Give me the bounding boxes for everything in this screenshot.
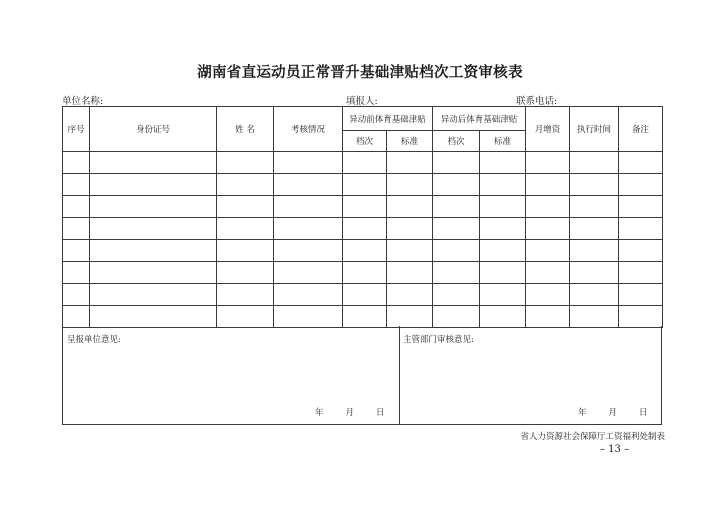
table-cell[interactable] — [387, 284, 433, 306]
table-cell[interactable] — [343, 174, 387, 196]
table-cell[interactable] — [343, 306, 387, 328]
table-cell[interactable] — [387, 152, 433, 174]
table-cell[interactable] — [570, 240, 619, 262]
table-cell[interactable] — [217, 196, 274, 218]
opinion-section — [62, 326, 662, 425]
supervising-dept-date — [578, 406, 648, 418]
table-cell[interactable] — [274, 152, 343, 174]
table-cell[interactable] — [570, 262, 619, 284]
table-row — [63, 306, 663, 328]
table-cell[interactable] — [433, 262, 480, 284]
table-cell[interactable] — [90, 240, 217, 262]
table-cell[interactable] — [526, 240, 570, 262]
table-cell[interactable] — [387, 218, 433, 240]
table-cell[interactable] — [480, 196, 526, 218]
table-cell[interactable] — [217, 240, 274, 262]
table-cell[interactable] — [90, 262, 217, 284]
table-cell[interactable] — [619, 262, 663, 284]
table-cell[interactable] — [526, 174, 570, 196]
header-after-grade: 档次 — [433, 131, 480, 152]
table-cell[interactable] — [570, 174, 619, 196]
table-cell[interactable] — [570, 152, 619, 174]
table-row — [63, 218, 663, 240]
table-cell[interactable] — [433, 240, 480, 262]
table-cell[interactable] — [480, 152, 526, 174]
audit-table — [62, 106, 663, 328]
year-label: 年 — [578, 408, 587, 418]
table-cell[interactable] — [90, 174, 217, 196]
table-cell[interactable] — [480, 306, 526, 328]
table-cell[interactable] — [433, 306, 480, 328]
table-cell[interactable] — [387, 174, 433, 196]
table-cell[interactable] — [63, 240, 90, 262]
table-row — [63, 262, 663, 284]
table-cell[interactable] — [526, 284, 570, 306]
filler-label: 填报人: — [346, 96, 378, 107]
month-label: 月 — [608, 408, 618, 418]
table-cell[interactable] — [526, 196, 570, 218]
table-cell[interactable] — [480, 174, 526, 196]
table-cell[interactable] — [274, 240, 343, 262]
table-cell[interactable] — [63, 306, 90, 328]
table-row — [63, 174, 663, 196]
table-cell[interactable] — [90, 284, 217, 306]
submitting-unit-opinion-label: 呈报单位意见: — [67, 335, 121, 345]
header-after-standard: 标准 — [480, 131, 526, 152]
table-cell[interactable] — [619, 196, 663, 218]
table-cell[interactable] — [570, 306, 619, 328]
table-cell[interactable] — [619, 152, 663, 174]
table-cell[interactable] — [343, 196, 387, 218]
header-name: 姓 名 — [217, 107, 274, 152]
table-cell[interactable] — [619, 240, 663, 262]
table-cell[interactable] — [217, 218, 274, 240]
table-cell[interactable] — [217, 174, 274, 196]
table-cell[interactable] — [619, 284, 663, 306]
table-cell[interactable] — [433, 284, 480, 306]
table-cell[interactable] — [274, 218, 343, 240]
header-before-group: 异动前体育基础津贴 — [343, 107, 433, 131]
header-after-group: 异动后体育基础津贴 — [433, 107, 526, 131]
table-cell[interactable] — [217, 306, 274, 328]
form-title: 湖南省直运动员正常晋升基础津贴档次工资审核表 — [197, 64, 523, 81]
table-cell[interactable] — [526, 262, 570, 284]
table-cell[interactable] — [217, 262, 274, 284]
table-cell[interactable] — [619, 306, 663, 328]
header-seq: 序号 — [63, 107, 90, 152]
table-cell[interactable] — [480, 218, 526, 240]
page-number: – 13 – — [600, 444, 630, 455]
table-row — [63, 196, 663, 218]
table-cell[interactable] — [343, 284, 387, 306]
table-cell[interactable] — [343, 152, 387, 174]
table-cell[interactable] — [63, 262, 90, 284]
header-before-grade: 档次 — [343, 131, 387, 152]
unit-name-label: 单位名称: — [62, 96, 104, 107]
header-effective-time: 执行时间 — [570, 107, 619, 152]
table-cell[interactable] — [63, 174, 90, 196]
table-cell[interactable] — [433, 196, 480, 218]
header-before-standard: 标准 — [387, 131, 433, 152]
table-cell[interactable] — [63, 152, 90, 174]
table-cell[interactable] — [619, 218, 663, 240]
table-cell[interactable] — [90, 218, 217, 240]
table-cell[interactable] — [274, 196, 343, 218]
table-cell[interactable] — [433, 218, 480, 240]
table-cell[interactable] — [90, 152, 217, 174]
table-cell[interactable] — [63, 218, 90, 240]
header-remarks: 备注 — [619, 107, 663, 152]
table-cell[interactable] — [63, 196, 90, 218]
table-cell[interactable] — [274, 262, 343, 284]
table-row — [63, 152, 663, 174]
submitting-unit-date — [315, 406, 385, 418]
table-cell[interactable] — [217, 152, 274, 174]
table-cell[interactable] — [526, 152, 570, 174]
day-label: 日 — [376, 408, 385, 418]
table-cell[interactable] — [343, 218, 387, 240]
table-cell[interactable] — [343, 240, 387, 262]
table-cell[interactable] — [387, 196, 433, 218]
table-cell[interactable] — [433, 152, 480, 174]
table-cell[interactable] — [619, 174, 663, 196]
table-row — [63, 240, 663, 262]
table-cell[interactable] — [343, 262, 387, 284]
table-cell[interactable] — [570, 218, 619, 240]
month-label: 月 — [345, 408, 355, 418]
phone-label: 联系电话: — [516, 96, 558, 107]
table-cell[interactable] — [387, 240, 433, 262]
header-id-number: 身份证号 — [90, 107, 217, 152]
table-row — [63, 284, 663, 306]
table-cell[interactable] — [570, 196, 619, 218]
table-cell[interactable] — [274, 174, 343, 196]
table-cell[interactable] — [480, 284, 526, 306]
table-cell[interactable] — [217, 284, 274, 306]
table-cell[interactable] — [274, 306, 343, 328]
table-cell[interactable] — [90, 306, 217, 328]
header-assessment: 考核情况 — [274, 107, 343, 152]
year-label: 年 — [315, 408, 324, 418]
table-cell[interactable] — [526, 306, 570, 328]
day-label: 日 — [639, 408, 648, 418]
supervising-dept-opinion-label: 主管部门审核意见: — [403, 335, 474, 345]
header-monthly-increase: 月增资 — [526, 107, 570, 152]
table-cell[interactable] — [387, 262, 433, 284]
form-maker-note: 省人力资源社会保障厅工资福利处制表 — [520, 432, 665, 442]
opinion-divider — [399, 326, 400, 424]
table-cell[interactable] — [274, 284, 343, 306]
table-cell[interactable] — [90, 196, 217, 218]
table-cell[interactable] — [63, 284, 90, 306]
table-cell[interactable] — [480, 240, 526, 262]
table-cell[interactable] — [526, 218, 570, 240]
table-cell[interactable] — [480, 262, 526, 284]
table-cell[interactable] — [433, 174, 480, 196]
table-cell[interactable] — [570, 284, 619, 306]
table-cell[interactable] — [387, 306, 433, 328]
